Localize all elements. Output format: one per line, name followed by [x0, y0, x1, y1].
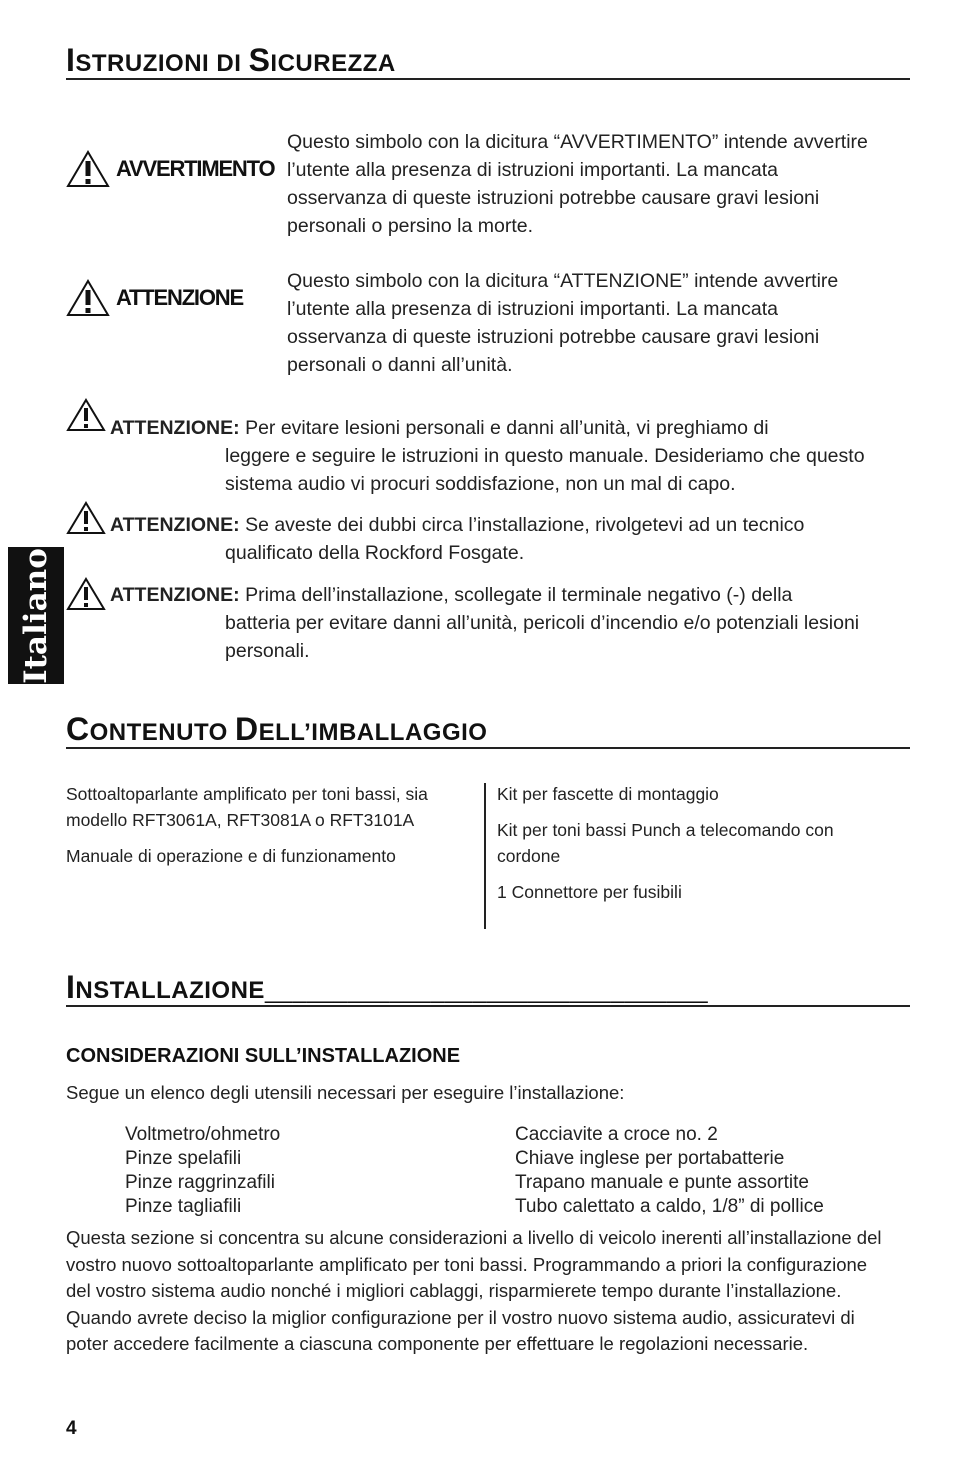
section-title-package-contents: CONTENUTO DELL’IMBALLAGGIO	[66, 713, 910, 749]
caution-description: Questo simbolo con la dicitura “ATTENZIONE” intende avvertire l’utente alla presenza di istruzioni importanti. La mancata osservanza di queste istruzioni potrebbe causare gravi lesioni personali o danni all’unità.	[287, 270, 839, 376]
caution-text: Prima dell’installazione, scollegate il terminale negativo (-) della	[245, 584, 793, 606]
tools-intro: Segue un elenco degli utensili necessari per eseguire l’installazione:	[66, 1082, 625, 1103]
language-tab	[8, 547, 64, 684]
installation-paragraph: Questa sezione si concentra su alcune considerazioni a livello di veicolo inerenti all’installazione del vostro nuovo sottoaltoparlante amplificato per toni bassi. Programmando a priori la configurazione del vostro sistema audio nonché i migliori cablaggi, risparmierete tempo durante l’installazione. Quando avrete deciso la miglior configurazione per il vostro nuovo sistema audio, assicuratevi di poter accedere facilmente a ciascuna componente per effettuare le regolazioni necessarie.	[66, 1227, 882, 1354]
caution-item	[66, 511, 886, 567]
language-tab-label: Italiano	[18, 547, 55, 684]
list-item: Kit per fascette di montaggio	[497, 784, 719, 804]
caution-text-continued: leggere e seguire le istruzioni in questo manuale. Desideriamo che questo sistema audio vi procuri soddisfazione, non un mal di capo.	[225, 445, 865, 495]
section-title-safety: ISTRUZIONI DI SICUREZZA	[66, 44, 910, 80]
caution-lead: ATTENZIONE:	[110, 584, 240, 606]
list-item: Trapano manuale e punte assortite	[515, 1172, 809, 1193]
caution-label: ATTENZIONE	[66, 279, 243, 317]
column-divider	[484, 783, 486, 929]
caution-triangle-icon	[66, 501, 106, 535]
caution-text-continued: qualificato della Rockford Fosgate.	[225, 542, 525, 564]
list-item: Chiave inglese per portabatterie	[515, 1148, 785, 1169]
caution-lead: ATTENZIONE:	[110, 417, 240, 439]
package-list-right	[497, 781, 897, 915]
list-item: Pinze spelafili	[125, 1148, 242, 1169]
list-item: Sottoaltoparlante amplificato per toni bassi, sia modello RFT3061A, RFT3081A o RFT3101A	[66, 784, 428, 830]
list-item: Manuale di operazione e di funzionamento	[66, 846, 396, 866]
tools-list-left	[125, 1123, 280, 1219]
warning-triangle-icon	[66, 150, 110, 188]
list-item: Cacciavite a croce no. 2	[515, 1124, 718, 1145]
list-item: 1 Connettore per fusibili	[497, 882, 682, 902]
list-item: Pinze raggrinzafili	[125, 1172, 275, 1193]
title-underline-tail: ________________________________	[264, 977, 709, 1004]
list-item: Voltmetro/ohmetro	[125, 1124, 281, 1145]
list-item: Tubo calettato a caldo, 1/8” di pollice	[515, 1196, 824, 1217]
caution-text-continued: batteria per evitare danni all’unità, pericoli d’incendio e/o potenziali lesioni personali.	[225, 612, 860, 662]
caution-lead: ATTENZIONE:	[110, 514, 240, 536]
caution-triangle-icon	[66, 398, 106, 432]
warning-label: AVVERTIMENTO	[66, 150, 274, 188]
warning-description: Questo simbolo con la dicitura “AVVERTIMENTO” intende avvertire l’utente alla presenza di istruzioni importanti. La mancata osservanza di queste istruzioni potrebbe causare gravi lesioni personali o persino la morte.	[287, 131, 868, 237]
caution-item	[66, 581, 886, 665]
caution-triangle-icon	[66, 577, 106, 611]
caution-triangle-icon	[66, 279, 110, 317]
section-title-installation: INSTALLAZIONE________________________________	[66, 971, 910, 1007]
caution-item	[66, 414, 886, 498]
caution-text: Se aveste dei dubbi circa l’installazione, rivolgetevi ad un tecnico	[245, 514, 805, 536]
caution-text: Per evitare lesioni personali e danni all’unità, vi preghiamo di	[245, 417, 769, 439]
list-item: Kit per toni bassi Punch a telecomando con cordone	[497, 820, 834, 866]
page-number: 4	[66, 1418, 77, 1439]
list-item: Pinze tagliafili	[125, 1196, 242, 1217]
package-list-left	[66, 781, 466, 879]
tools-list-right	[515, 1123, 824, 1219]
subheading: CONSIDERAZIONI SULL’INSTALLAZIONE	[66, 1045, 461, 1067]
